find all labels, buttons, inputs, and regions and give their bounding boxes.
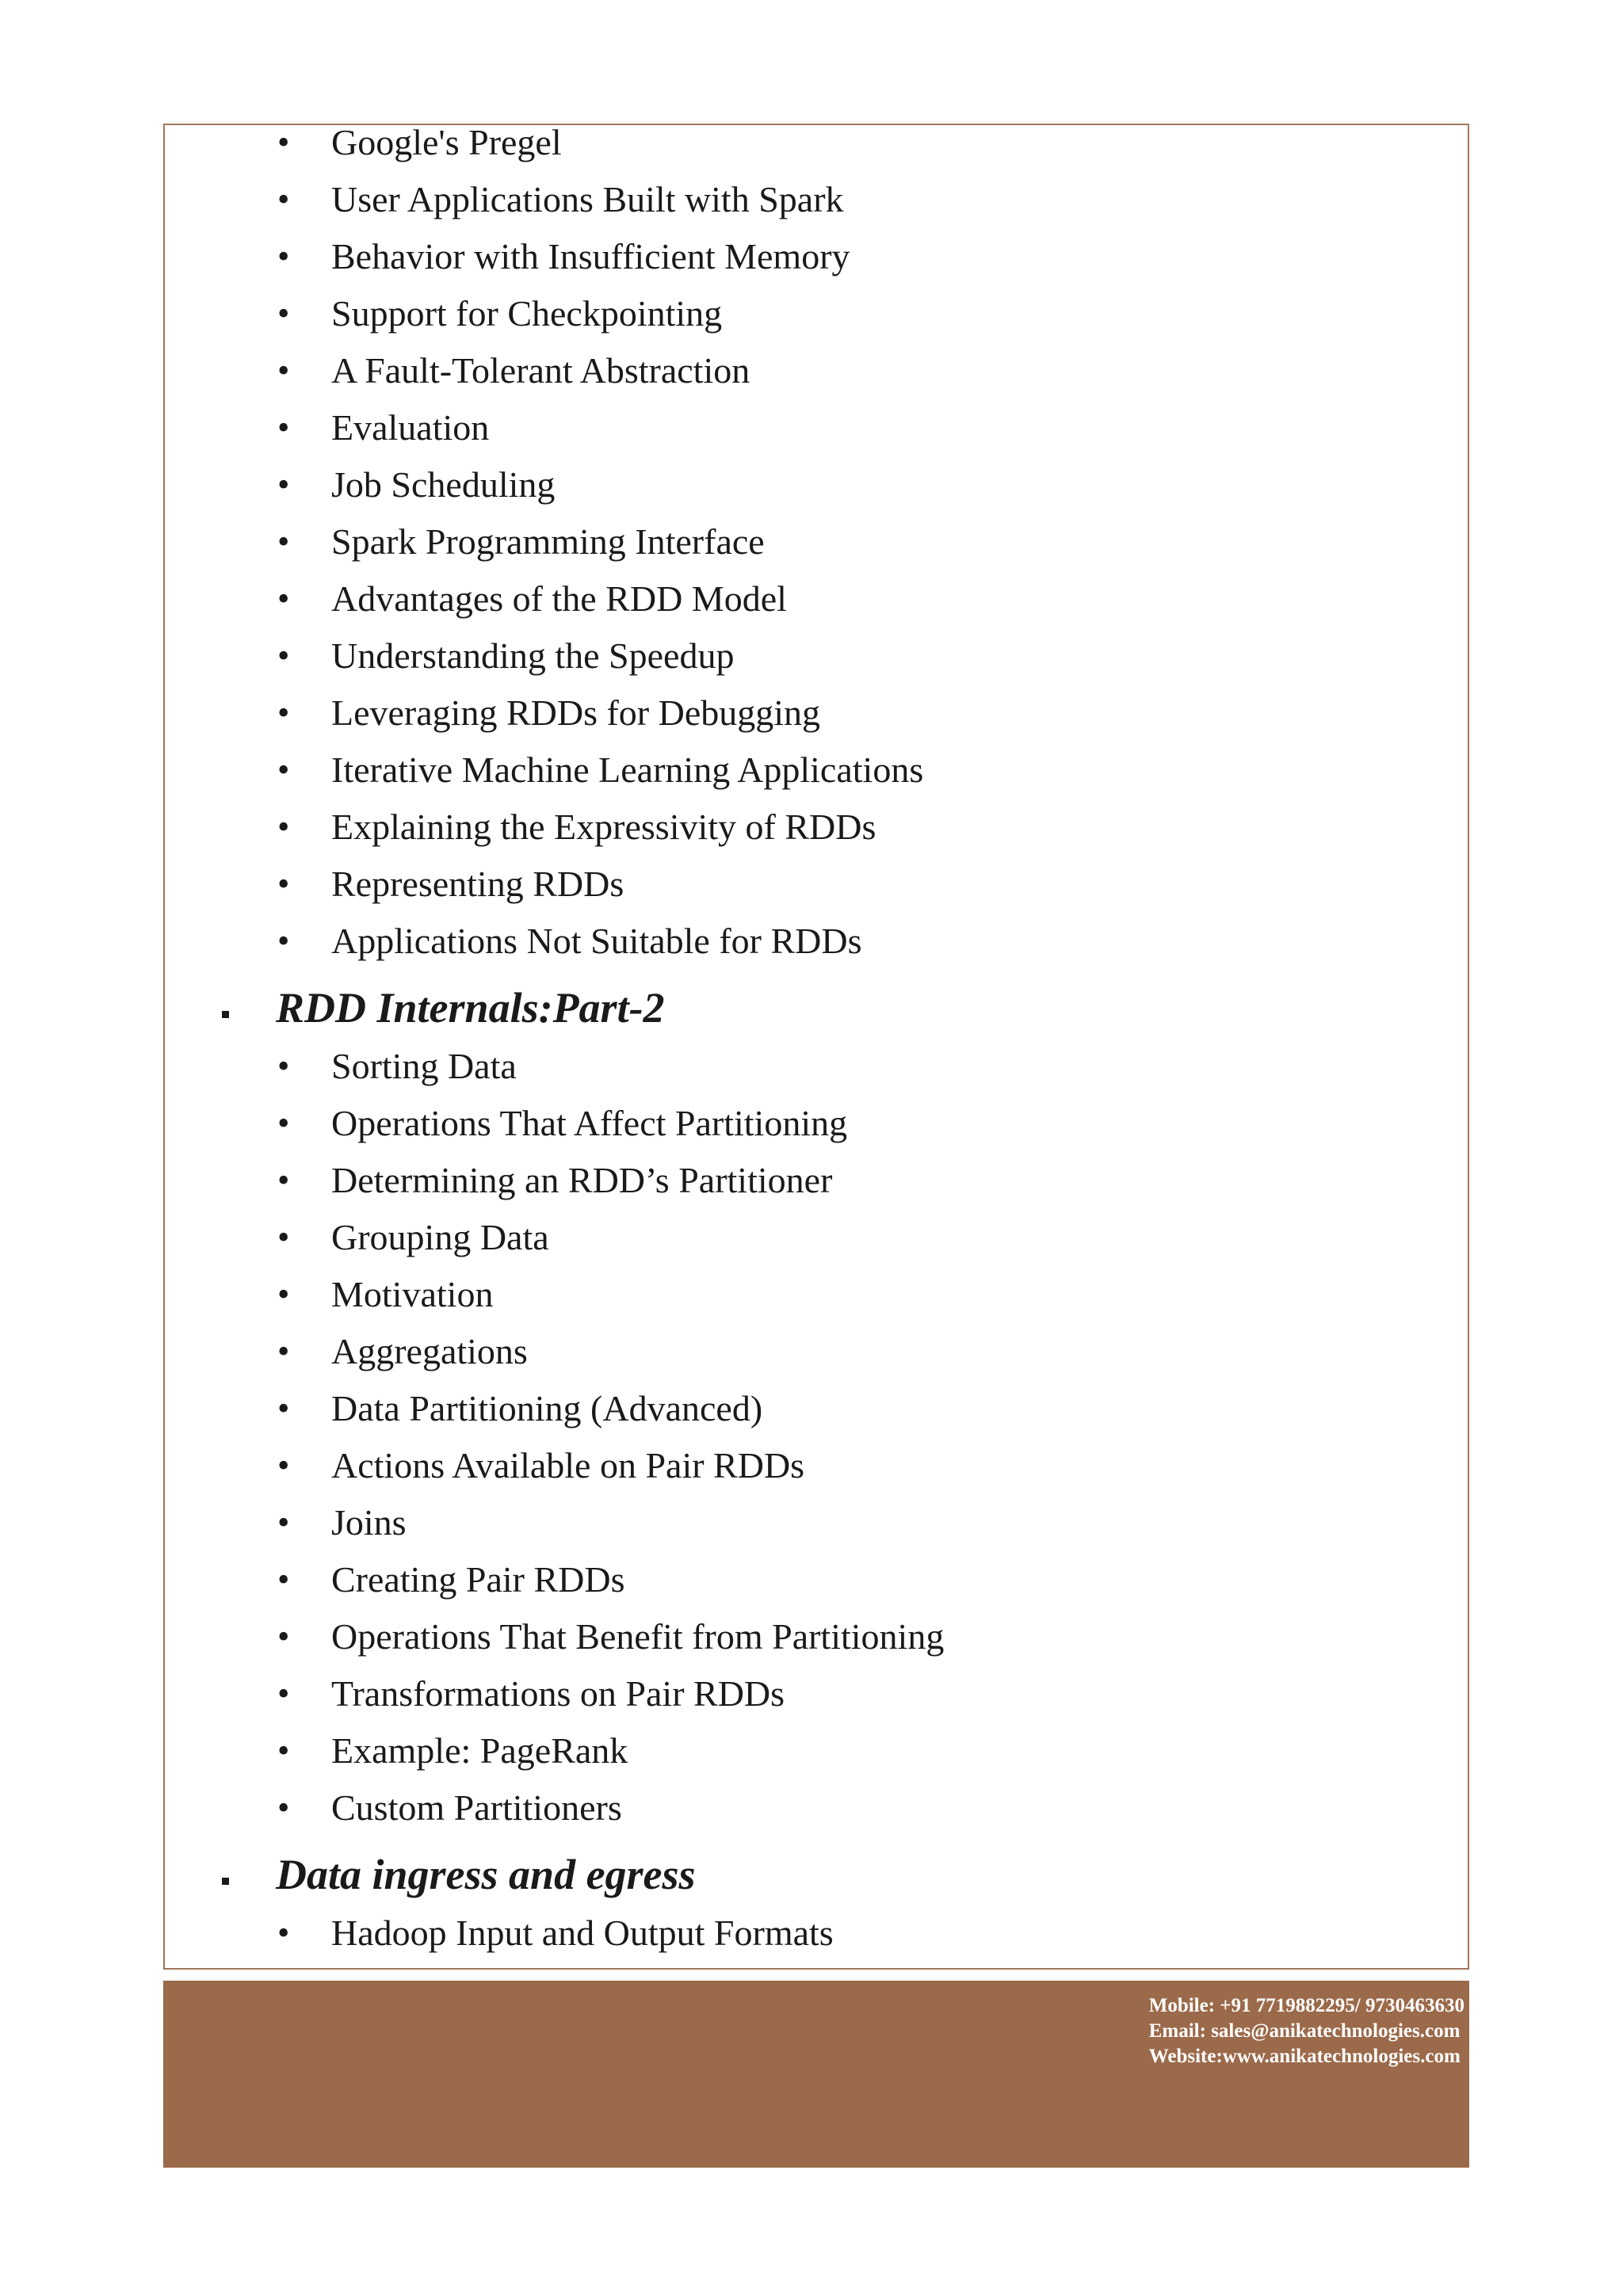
bullet-icon: • xyxy=(277,1104,290,1142)
list-item-text: Determining an RDD’s Partitioner xyxy=(331,1160,833,1200)
list-item-text: Custom Partitioners xyxy=(331,1787,622,1828)
list-item-text: Creating Pair RDDs xyxy=(331,1559,625,1600)
bullet-icon: • xyxy=(277,237,290,276)
list-item-text: Google's Pregel xyxy=(331,122,562,162)
list-item-text: Actions Available on Pair RDDs xyxy=(331,1445,805,1486)
bullet-icon: • xyxy=(277,1617,290,1656)
contact-block xyxy=(1149,1993,1465,2069)
bullet-icon: • xyxy=(277,1788,290,1827)
contact-mobile: Mobile: +91 7719882295/ 9730463630 xyxy=(1148,1995,1465,2016)
bullet-icon: • xyxy=(277,1560,290,1599)
bullet-icon: • xyxy=(277,1161,290,1199)
square-bullet-icon xyxy=(222,1878,229,1885)
bullet-icon: • xyxy=(277,1047,290,1085)
contact-website[interactable]: Website:www.anikatechnologies.com xyxy=(1148,2046,1461,2067)
list-item-text: Sorting Data xyxy=(331,1046,517,1086)
list-item-text: Grouping Data xyxy=(331,1217,549,1257)
bullet-icon: • xyxy=(277,180,290,219)
bullet-icon: • xyxy=(277,921,290,960)
bullet-icon: • xyxy=(277,1218,290,1257)
square-bullet-icon xyxy=(222,1011,229,1018)
list-item-text: Transformations on Pair RDDs xyxy=(331,1673,785,1714)
list-item-text: Motivation xyxy=(331,1274,494,1314)
list-item-text: Joins xyxy=(331,1502,407,1543)
contact-email[interactable]: Email: sales@anikatechnologies.com xyxy=(1148,2020,1461,2042)
list-item-text: Representing RDDs xyxy=(331,864,624,904)
list-item-text: Advantages of the RDD Model xyxy=(331,578,787,619)
list-item-text: Support for Checkpointing xyxy=(331,293,723,334)
list-item-text: Example: PageRank xyxy=(331,1730,628,1771)
bullet-icon: • xyxy=(277,1503,290,1542)
list-item-text: Explaining the Expressivity of RDDs xyxy=(331,807,876,847)
list-item-text: Leveraging RDDs for Debugging xyxy=(331,692,821,733)
bullet-icon: • xyxy=(277,465,290,504)
list-item-text: Evaluation xyxy=(331,407,490,448)
bullet-icon: • xyxy=(277,1674,290,1713)
bullet-icon: • xyxy=(277,864,290,903)
list-item-text: Aggregations xyxy=(331,1331,528,1371)
bullet-icon: • xyxy=(277,408,290,447)
list-item-text: Job Scheduling xyxy=(331,464,556,505)
bullet-icon: • xyxy=(277,1389,290,1428)
bullet-icon: • xyxy=(277,294,290,333)
bullet-icon: • xyxy=(277,123,290,162)
bullet-icon: • xyxy=(277,807,290,846)
list-item-text: A Fault-Tolerant Abstraction xyxy=(331,350,750,391)
bullet-icon: • xyxy=(277,636,290,675)
list-item-text: Spark Programming Interface xyxy=(331,521,765,562)
section-title: RDD Internals:Part-2 xyxy=(276,984,665,1032)
bullet-icon: • xyxy=(277,1275,290,1314)
bullet-icon: • xyxy=(277,1446,290,1485)
footer-band xyxy=(163,1981,1469,2168)
bullet-icon: • xyxy=(277,351,290,390)
list-item-text: Iterative Machine Learning Applications xyxy=(331,749,924,790)
list-item-text: Applications Not Suitable for RDDs xyxy=(331,921,862,961)
list-item-text: User Applications Built with Spark xyxy=(331,179,844,219)
list-item-text: Understanding the Speedup xyxy=(331,635,735,676)
bullet-icon: • xyxy=(277,522,290,561)
bullet-icon: • xyxy=(277,693,290,732)
list-item-text: Hadoop Input and Output Formats xyxy=(331,1913,834,1953)
list-item-text: Data Partitioning (Advanced) xyxy=(331,1388,763,1428)
bullet-icon: • xyxy=(277,1913,290,1952)
list-item-text: Behavior with Insufficient Memory xyxy=(331,236,850,277)
section-title: Data ingress and egress xyxy=(276,1851,696,1898)
list-item-text: Operations That Affect Partitioning xyxy=(331,1103,848,1143)
list-item-text: Operations That Benefit from Partitioning xyxy=(331,1616,945,1657)
bullet-icon: • xyxy=(277,1731,290,1770)
bullet-icon: • xyxy=(277,579,290,618)
bullet-icon: • xyxy=(277,750,290,789)
bullet-icon: • xyxy=(277,1332,290,1371)
